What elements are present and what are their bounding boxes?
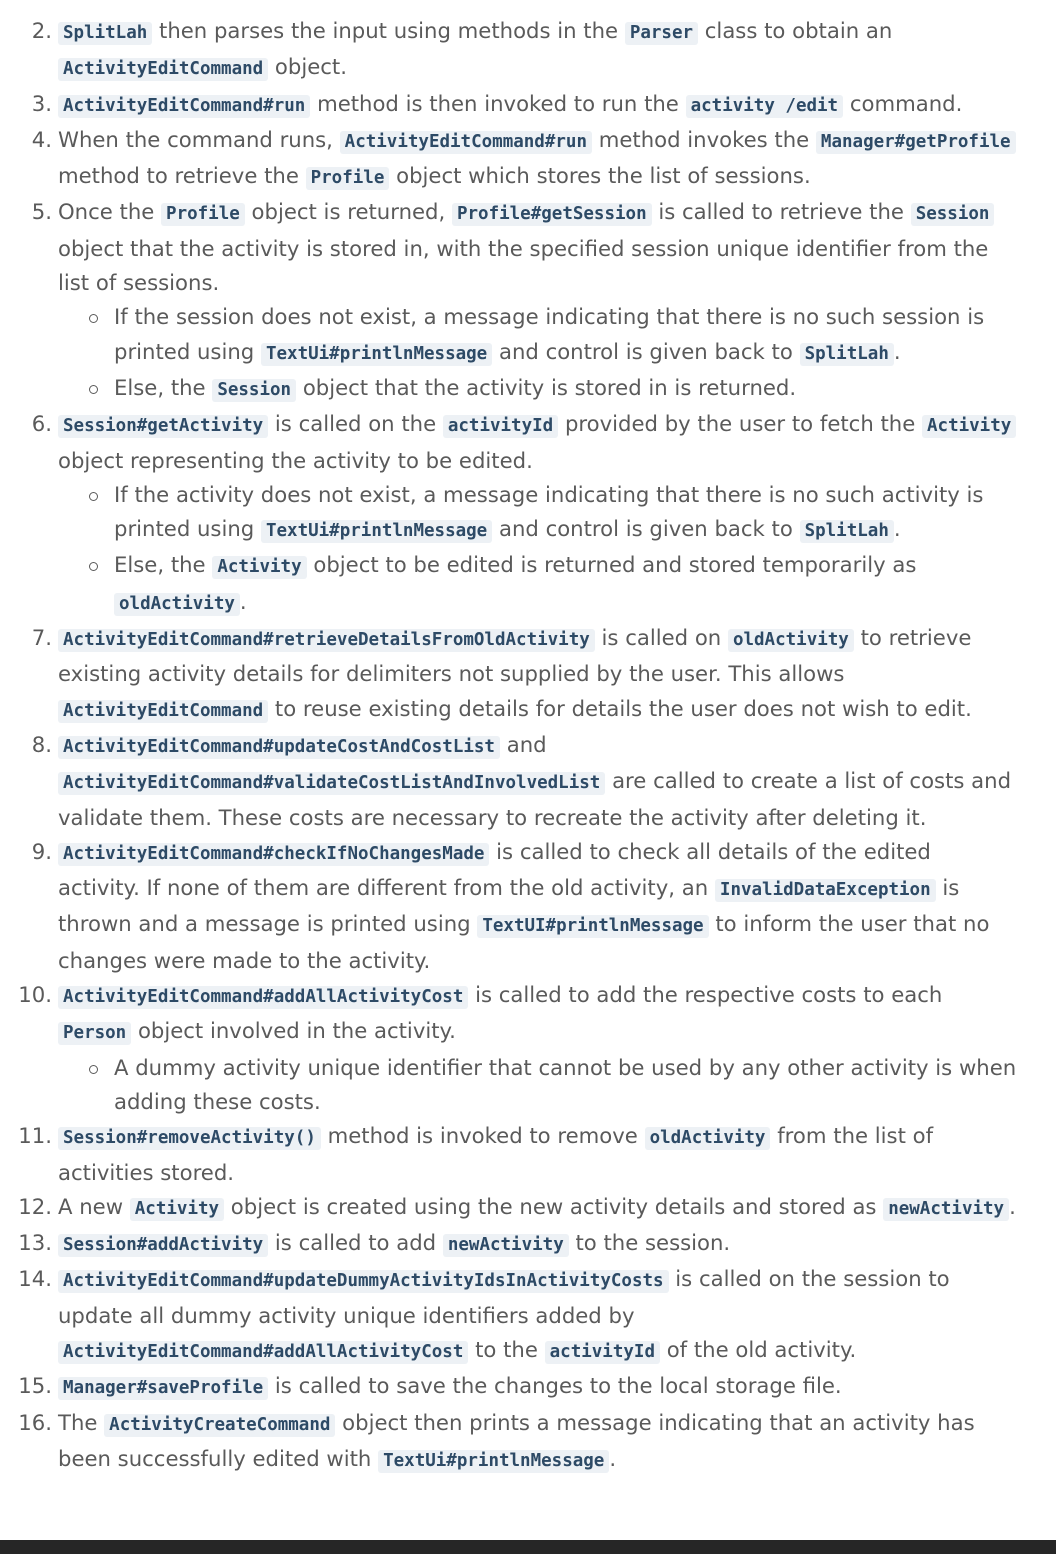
step-number: 3. — [31, 90, 52, 116]
step-text: . — [1009, 1193, 1016, 1219]
step-text: If the activity does not exist, a message indicating that there is no such activity is printed using — [114, 481, 984, 542]
step-text: to reuse existing details for details the user does not wish to edit. — [268, 695, 972, 721]
step-text: to retrieve existing activity details for delimiters not supplied by the user. This allows — [58, 625, 972, 687]
list-item — [31, 123, 1056, 196]
step-number: 7. — [31, 625, 52, 651]
list-item — [31, 621, 1056, 728]
step-text: object is returned, — [244, 199, 452, 225]
inline-code: SplitLah — [800, 343, 894, 366]
circle-bullet-icon — [89, 385, 98, 394]
document-content — [0, 14, 1056, 1478]
step-text: are called to create a list of costs and validate them. These costs are necessary to recreate the activity after deleting it. — [58, 768, 1012, 830]
circle-bullet-icon — [89, 1065, 98, 1074]
inline-code: ActivityEditCommand#run — [58, 95, 310, 118]
step-text: method invokes the — [591, 126, 816, 152]
inline-code: ActivityEditCommand#validateCostListAndInvolvedList — [58, 772, 605, 795]
step-text: . — [893, 338, 901, 364]
inline-code: ActivityEditCommand#addAllActivityCost — [58, 1341, 468, 1364]
inline-code: ActivityEditCommand#run — [340, 131, 592, 154]
step-text: and — [499, 731, 547, 757]
inline-code: SplitLah — [58, 22, 152, 45]
inline-code: oldActivity — [728, 629, 854, 652]
inline-code: activityId — [545, 1341, 660, 1364]
step-text: Else, the — [114, 552, 213, 578]
step-text: When the command runs, — [58, 126, 340, 152]
step-number: 16. — [18, 1409, 52, 1435]
step-text: then parses the input using methods in the — [152, 18, 625, 43]
step-text: method is invoked to remove — [320, 1123, 645, 1149]
list-item — [18, 978, 1056, 1119]
step-text: to the — [468, 1336, 545, 1362]
step-text: from the list of activities stored. — [58, 1123, 934, 1185]
inline-code: Profile — [306, 167, 390, 190]
sub-list-item — [114, 371, 1018, 407]
step-text: object is created using the new activity details and stored as — [224, 1193, 884, 1219]
inline-code: TextUi#printlnMessage — [261, 520, 492, 543]
sequence-steps-list — [0, 14, 1056, 1478]
inline-code: Activity — [922, 415, 1016, 438]
step-text: and control is given back to — [492, 338, 800, 364]
step-number: 6. — [31, 411, 52, 437]
sub-list — [58, 1051, 1018, 1120]
inline-code: TextUi#printlnMessage — [261, 343, 492, 366]
step-text: is called to retrieve the — [651, 199, 911, 225]
inline-code: Session — [212, 379, 296, 402]
inline-code: ActivityEditCommand — [58, 700, 268, 723]
circle-bullet-icon — [89, 314, 98, 323]
list-item — [31, 87, 1056, 123]
step-text: object which stores the list of sessions. — [389, 163, 811, 189]
inline-code: Session#addActivity — [58, 1234, 268, 1257]
step-text: is thrown and a message is printed using — [58, 875, 960, 937]
list-item — [18, 1369, 1056, 1405]
step-text: class to obtain an — [698, 18, 893, 43]
step-text: . — [239, 588, 247, 614]
step-text: A dummy activity unique identifier that cannot be used by any other activity is when adding these costs. — [114, 1054, 1017, 1114]
step-text: . — [609, 1445, 617, 1471]
step-number: 15. — [18, 1373, 52, 1399]
step-text: A new — [58, 1193, 130, 1219]
sub-list-item — [114, 478, 1018, 549]
step-text: and control is given back to — [492, 516, 800, 542]
step-text: is called on the session to update all dummy activity unique identifiers added by — [58, 1266, 950, 1328]
step-text: method is then invoked to run the — [310, 90, 686, 116]
inline-code: ActivityEditCommand#updateCostAndCostList — [58, 736, 500, 759]
list-item — [31, 14, 1056, 87]
step-text: of the old activity. — [659, 1336, 857, 1362]
inline-code: Session#getActivity — [58, 415, 268, 438]
inline-code: activity /edit — [686, 95, 844, 118]
sub-list — [58, 478, 1018, 621]
list-item — [31, 835, 1056, 978]
sub-list-item — [114, 300, 1018, 371]
step-text: If the session does not exist, a message indicating that there is no such session is printed using — [114, 304, 985, 364]
step-text: is called to save the changes to the local storage file. — [268, 1373, 842, 1399]
list-item — [18, 1406, 1056, 1479]
inline-code: ActivityEditCommand#retrieveDetailsFromOldActivity — [58, 629, 595, 652]
inline-code: ActivityEditCommand#addAllActivityCost — [58, 986, 468, 1009]
inline-code: Person — [58, 1022, 131, 1045]
inline-code: ActivityEditCommand#updateDummyActivityIdsInActivityCosts — [58, 1270, 669, 1293]
list-item — [31, 195, 1056, 407]
step-text: object that the activity is stored in is returned. — [296, 374, 797, 400]
inline-code: Manager#saveProfile — [58, 1377, 268, 1400]
step-text: to the session. — [568, 1230, 731, 1256]
step-number: 13. — [18, 1230, 52, 1256]
inline-code: newActivity — [443, 1234, 569, 1257]
step-text: is called on — [594, 625, 728, 651]
circle-bullet-icon — [89, 562, 98, 571]
list-item — [18, 1190, 1056, 1226]
list-item — [18, 1119, 1056, 1190]
list-item — [31, 728, 1056, 835]
step-text: is called on the — [268, 411, 443, 437]
step-text: object that the activity is stored in, with the specified session unique identifier from the list of sessions. — [58, 235, 989, 296]
inline-code: Profile#getSession — [452, 203, 652, 226]
inline-code: InvalidDataException — [715, 879, 936, 902]
inline-code: oldActivity — [645, 1127, 771, 1150]
list-item — [18, 1226, 1056, 1262]
step-text: object involved in the activity. — [131, 1018, 456, 1044]
step-text: command. — [843, 90, 963, 116]
step-number: 14. — [18, 1266, 52, 1292]
sub-list-item — [114, 1051, 1018, 1120]
inline-code: SplitLah — [800, 520, 894, 543]
step-number: 12. — [18, 1193, 52, 1219]
step-text: Once the — [58, 199, 162, 225]
inline-code: newActivity — [883, 1198, 1009, 1221]
inline-code: Activity — [130, 1198, 224, 1221]
step-number: 2. — [31, 18, 52, 43]
sub-list — [58, 300, 1018, 407]
sub-list-item — [114, 548, 1018, 621]
inline-code: ActivityEditCommand#checkIfNoChangesMade — [58, 843, 489, 866]
step-text: object then prints a message indicating that an activity has been successfully edited with — [58, 1409, 975, 1471]
step-text: is called to add the respective costs to each — [468, 982, 943, 1008]
inline-code: Manager#getProfile — [816, 131, 1016, 154]
step-text: provided by the user to fetch the — [558, 411, 922, 437]
step-number: 5. — [31, 199, 52, 225]
inline-code: ActivityCreateCommand — [104, 1414, 335, 1437]
step-number: 9. — [31, 838, 52, 864]
inline-code: Session#removeActivity() — [58, 1127, 321, 1150]
list-item — [31, 407, 1056, 621]
footer-bar — [0, 1540, 1056, 1554]
inline-code: ActivityEditCommand — [58, 58, 268, 81]
inline-code: Session — [911, 203, 995, 226]
step-text: object to be edited is returned and stored temporarily as — [306, 552, 917, 578]
step-text: to inform the user that no changes were made to the activity. — [58, 911, 990, 973]
step-text: is called to add — [268, 1230, 443, 1256]
step-number: 8. — [31, 731, 52, 757]
step-text: The — [58, 1409, 105, 1435]
step-text: object. — [268, 54, 347, 80]
step-text: is called to check all details of the edited activity. If none of them are different from the old activity, an — [58, 838, 931, 901]
inline-code: Activity — [212, 556, 306, 579]
step-text: Else, the — [114, 374, 213, 400]
step-text: method to retrieve the — [58, 163, 306, 189]
list-item — [18, 1262, 1056, 1369]
step-number: 11. — [18, 1123, 52, 1149]
inline-code: TextUI#printlnMessage — [477, 915, 708, 938]
inline-code: Parser — [625, 22, 698, 45]
inline-code: activityId — [443, 415, 558, 438]
inline-code: Profile — [161, 203, 245, 226]
inline-code: TextUi#printlnMessage — [378, 1450, 609, 1473]
circle-bullet-icon — [89, 492, 98, 501]
step-number: 4. — [31, 126, 52, 152]
step-text: . — [893, 516, 901, 542]
step-text: object representing the activity to be edited. — [58, 447, 533, 473]
step-number: 10. — [18, 982, 52, 1008]
inline-code: oldActivity — [114, 593, 240, 616]
